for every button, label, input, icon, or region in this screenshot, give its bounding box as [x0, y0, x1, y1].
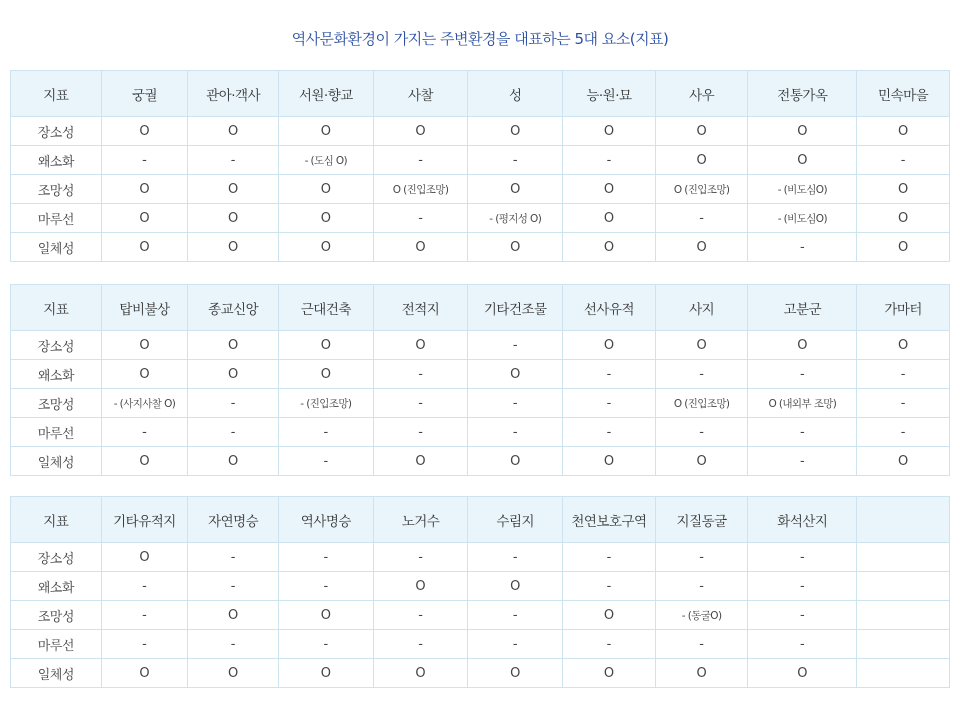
table-cell — [857, 572, 950, 601]
table-cell: O — [655, 146, 748, 175]
header-cell: 기타유적지 — [101, 497, 188, 543]
header-cell: 노거수 — [373, 497, 468, 543]
header-row — [11, 497, 950, 543]
table-cell: O — [563, 447, 656, 476]
header-cell — [857, 497, 950, 543]
table-cell: O — [655, 447, 748, 476]
table-cell: O — [748, 331, 857, 360]
header-cell: 사우 — [655, 71, 748, 117]
table-cell: O — [373, 117, 468, 146]
table-cell: O — [857, 204, 950, 233]
table-cell: O — [857, 233, 950, 262]
table-cell: - — [278, 418, 373, 447]
table-cell: - — [188, 389, 279, 418]
table-cell: O — [563, 204, 656, 233]
table-row — [11, 572, 950, 601]
table-cell: - — [748, 447, 857, 476]
table-cell: O — [655, 117, 748, 146]
table-cell: - — [373, 360, 468, 389]
header-cell: 성 — [468, 71, 563, 117]
page-title: 역사문화환경이 가지는 주변환경을 대표하는 5대 요소(지표) — [291, 30, 669, 48]
row-label: 왜소화 — [11, 146, 102, 175]
table-cell: - — [655, 543, 748, 572]
table-row — [11, 233, 950, 262]
header-cell: 선사유적 — [563, 285, 656, 331]
table-cell: O — [373, 331, 468, 360]
table-cell: O — [101, 233, 188, 262]
table-cell: O — [857, 175, 950, 204]
table-cell: - — [655, 360, 748, 389]
table-cell: - — [101, 146, 188, 175]
table-cell: - (진입조망) — [278, 389, 373, 418]
table-cell: - — [563, 543, 656, 572]
header-cell-indicator: 지표 — [11, 71, 102, 117]
table-cell: - — [857, 389, 950, 418]
table-row — [11, 418, 950, 447]
table-row — [11, 601, 950, 630]
table-cell: - (동굴O) — [655, 601, 748, 630]
table-cell: O — [101, 331, 188, 360]
table-cell: - — [563, 418, 656, 447]
table-cell: - — [468, 389, 563, 418]
table-cell: O — [563, 233, 656, 262]
table-cell: O — [101, 543, 188, 572]
table-cell: - — [101, 601, 188, 630]
row-label: 조망성 — [11, 601, 102, 630]
table-cell: O (내외부 조망) — [748, 389, 857, 418]
table-cell: - — [468, 543, 563, 572]
table-cell — [857, 659, 950, 688]
header-cell-indicator: 지표 — [11, 285, 102, 331]
table-cell: O — [101, 447, 188, 476]
table-cell: O — [101, 360, 188, 389]
table-cell: - — [373, 204, 468, 233]
table-cell: O — [101, 204, 188, 233]
table-cell: - — [563, 360, 656, 389]
table-cell: - — [101, 572, 188, 601]
table-cell: - — [655, 630, 748, 659]
table-cell: - — [373, 543, 468, 572]
table-cell: - — [278, 543, 373, 572]
header-cell: 지질동굴 — [655, 497, 748, 543]
header-cell: 서원·향교 — [278, 71, 373, 117]
table-cell: O — [468, 659, 563, 688]
table-row — [11, 659, 950, 688]
row-label: 마루선 — [11, 204, 102, 233]
table-cell: O — [857, 447, 950, 476]
table-cell: O — [101, 175, 188, 204]
header-cell-indicator: 지표 — [11, 497, 102, 543]
table-cell: O — [278, 117, 373, 146]
header-cell: 종교신앙 — [188, 285, 279, 331]
header-cell: 자연명승 — [188, 497, 279, 543]
table-cell: O — [468, 447, 563, 476]
table-row — [11, 447, 950, 476]
row-label: 장소성 — [11, 331, 102, 360]
table-cell: O — [278, 331, 373, 360]
table-cell: O — [857, 117, 950, 146]
table-cell: O — [188, 331, 279, 360]
header-cell: 근대건축 — [278, 285, 373, 331]
table-row — [11, 360, 950, 389]
table-row — [11, 175, 950, 204]
row-label: 마루선 — [11, 630, 102, 659]
table-cell: - — [101, 630, 188, 659]
table-cell: - — [655, 204, 748, 233]
table-cell: - — [468, 630, 563, 659]
header-cell: 역사명승 — [278, 497, 373, 543]
table-cell: - — [373, 389, 468, 418]
table-cell: O — [468, 233, 563, 262]
table-cell: O — [278, 601, 373, 630]
table-cell: - — [468, 601, 563, 630]
table-cell: O — [563, 331, 656, 360]
table-cell: - — [563, 572, 656, 601]
table-cell: O — [563, 117, 656, 146]
header-cell: 기타건조물 — [468, 285, 563, 331]
table-cell: O — [278, 204, 373, 233]
table-cell: O — [278, 175, 373, 204]
table-cell: O — [563, 175, 656, 204]
table-cell: - — [278, 630, 373, 659]
table-cell: O — [188, 117, 279, 146]
table-cell: O (진입조망) — [655, 389, 748, 418]
header-cell: 능·원·묘 — [563, 71, 656, 117]
table-cell: O — [655, 233, 748, 262]
header-cell: 고분군 — [748, 285, 857, 331]
table-cell: O — [468, 175, 563, 204]
table-cell: - — [188, 572, 279, 601]
table-cell: O — [655, 659, 748, 688]
table-cell: - — [373, 601, 468, 630]
table-cell: O — [655, 331, 748, 360]
table-row — [11, 331, 950, 360]
table-cell: O — [373, 572, 468, 601]
table-cell: O — [468, 572, 563, 601]
table-cell: O — [278, 233, 373, 262]
table-row — [11, 543, 950, 572]
table-cell: - (평지성 O) — [468, 204, 563, 233]
table-cell: - — [278, 572, 373, 601]
table-cell: - — [468, 146, 563, 175]
table-cell: - — [468, 418, 563, 447]
row-label: 장소성 — [11, 543, 102, 572]
table-cell: - — [188, 630, 279, 659]
table-cell: - — [857, 360, 950, 389]
table-row — [11, 389, 950, 418]
table-cell: - — [468, 331, 563, 360]
table-row — [11, 630, 950, 659]
table-cell: O — [748, 659, 857, 688]
table-cell: - (비도심O) — [748, 175, 857, 204]
table-cell: O — [857, 331, 950, 360]
table-cell: - — [188, 418, 279, 447]
table-cell: - — [188, 146, 279, 175]
header-cell: 가마터 — [857, 285, 950, 331]
table-cell: - — [373, 418, 468, 447]
header-cell: 사찰 — [373, 71, 468, 117]
row-label: 조망성 — [11, 175, 102, 204]
header-cell: 민속마을 — [857, 71, 950, 117]
table-cell: O — [373, 447, 468, 476]
row-label: 왜소화 — [11, 360, 102, 389]
table-cell: O — [188, 447, 279, 476]
table-cell: O — [278, 360, 373, 389]
table-cell: - — [655, 572, 748, 601]
table-cell: O — [468, 117, 563, 146]
table-cell: - — [748, 630, 857, 659]
table-cell: - — [748, 418, 857, 447]
header-cell: 전통가옥 — [748, 71, 857, 117]
table-cell — [857, 543, 950, 572]
header-cell: 궁궐 — [101, 71, 188, 117]
header-cell: 관아·객사 — [188, 71, 279, 117]
header-cell: 화석산지 — [748, 497, 857, 543]
row-label: 일체성 — [11, 447, 102, 476]
table-cell: O — [188, 204, 279, 233]
table-row — [11, 146, 950, 175]
header-cell: 수림지 — [468, 497, 563, 543]
table-cell: - — [188, 543, 279, 572]
table-cell: - — [748, 572, 857, 601]
table-cell: - — [748, 360, 857, 389]
table-cell: O — [188, 659, 279, 688]
table-cell: - — [101, 418, 188, 447]
table-cell: - — [748, 233, 857, 262]
table-row — [11, 204, 950, 233]
header-cell: 천연보호구역 — [563, 497, 656, 543]
table-cell: O — [373, 233, 468, 262]
table-cell: - — [748, 543, 857, 572]
table-cell: - — [373, 630, 468, 659]
table-cell: O — [563, 659, 656, 688]
table-cell: - (도심 O) — [278, 146, 373, 175]
table-cell: O (진입조망) — [373, 175, 468, 204]
table-cell: - — [373, 146, 468, 175]
row-label: 조망성 — [11, 389, 102, 418]
table-cell: O — [468, 360, 563, 389]
table-cell: O — [748, 117, 857, 146]
table-cell: - — [857, 146, 950, 175]
table-cell: O — [188, 601, 279, 630]
table-cell: - (비도심O) — [748, 204, 857, 233]
table-cell: - — [748, 601, 857, 630]
header-cell: 사지 — [655, 285, 748, 331]
table-cell: - — [563, 389, 656, 418]
table-cell: - — [563, 630, 656, 659]
table-cell: O (진입조망) — [655, 175, 748, 204]
table-cell — [857, 601, 950, 630]
indicator-table-2 — [10, 284, 950, 476]
header-row — [11, 285, 950, 331]
table-cell: - — [278, 447, 373, 476]
table-cell: O — [188, 360, 279, 389]
indicator-table-1 — [10, 70, 950, 262]
indicator-table-3 — [10, 496, 950, 688]
row-label: 장소성 — [11, 117, 102, 146]
header-row — [11, 71, 950, 117]
row-label: 왜소화 — [11, 572, 102, 601]
table-cell: O — [278, 659, 373, 688]
table-cell: - (사지사찰 O) — [101, 389, 188, 418]
table-cell: O — [101, 659, 188, 688]
table-cell: - — [655, 418, 748, 447]
header-cell: 전적지 — [373, 285, 468, 331]
row-label: 일체성 — [11, 659, 102, 688]
table-cell: O — [101, 117, 188, 146]
table-cell: O — [373, 659, 468, 688]
header-cell: 탑비불상 — [101, 285, 188, 331]
row-label: 일체성 — [11, 233, 102, 262]
table-cell: O — [563, 601, 656, 630]
table-cell: - — [563, 146, 656, 175]
table-cell — [857, 630, 950, 659]
table-cell: O — [188, 175, 279, 204]
table-row — [11, 117, 950, 146]
row-label: 마루선 — [11, 418, 102, 447]
table-cell: O — [188, 233, 279, 262]
table-cell: - — [857, 418, 950, 447]
table-cell: O — [748, 146, 857, 175]
